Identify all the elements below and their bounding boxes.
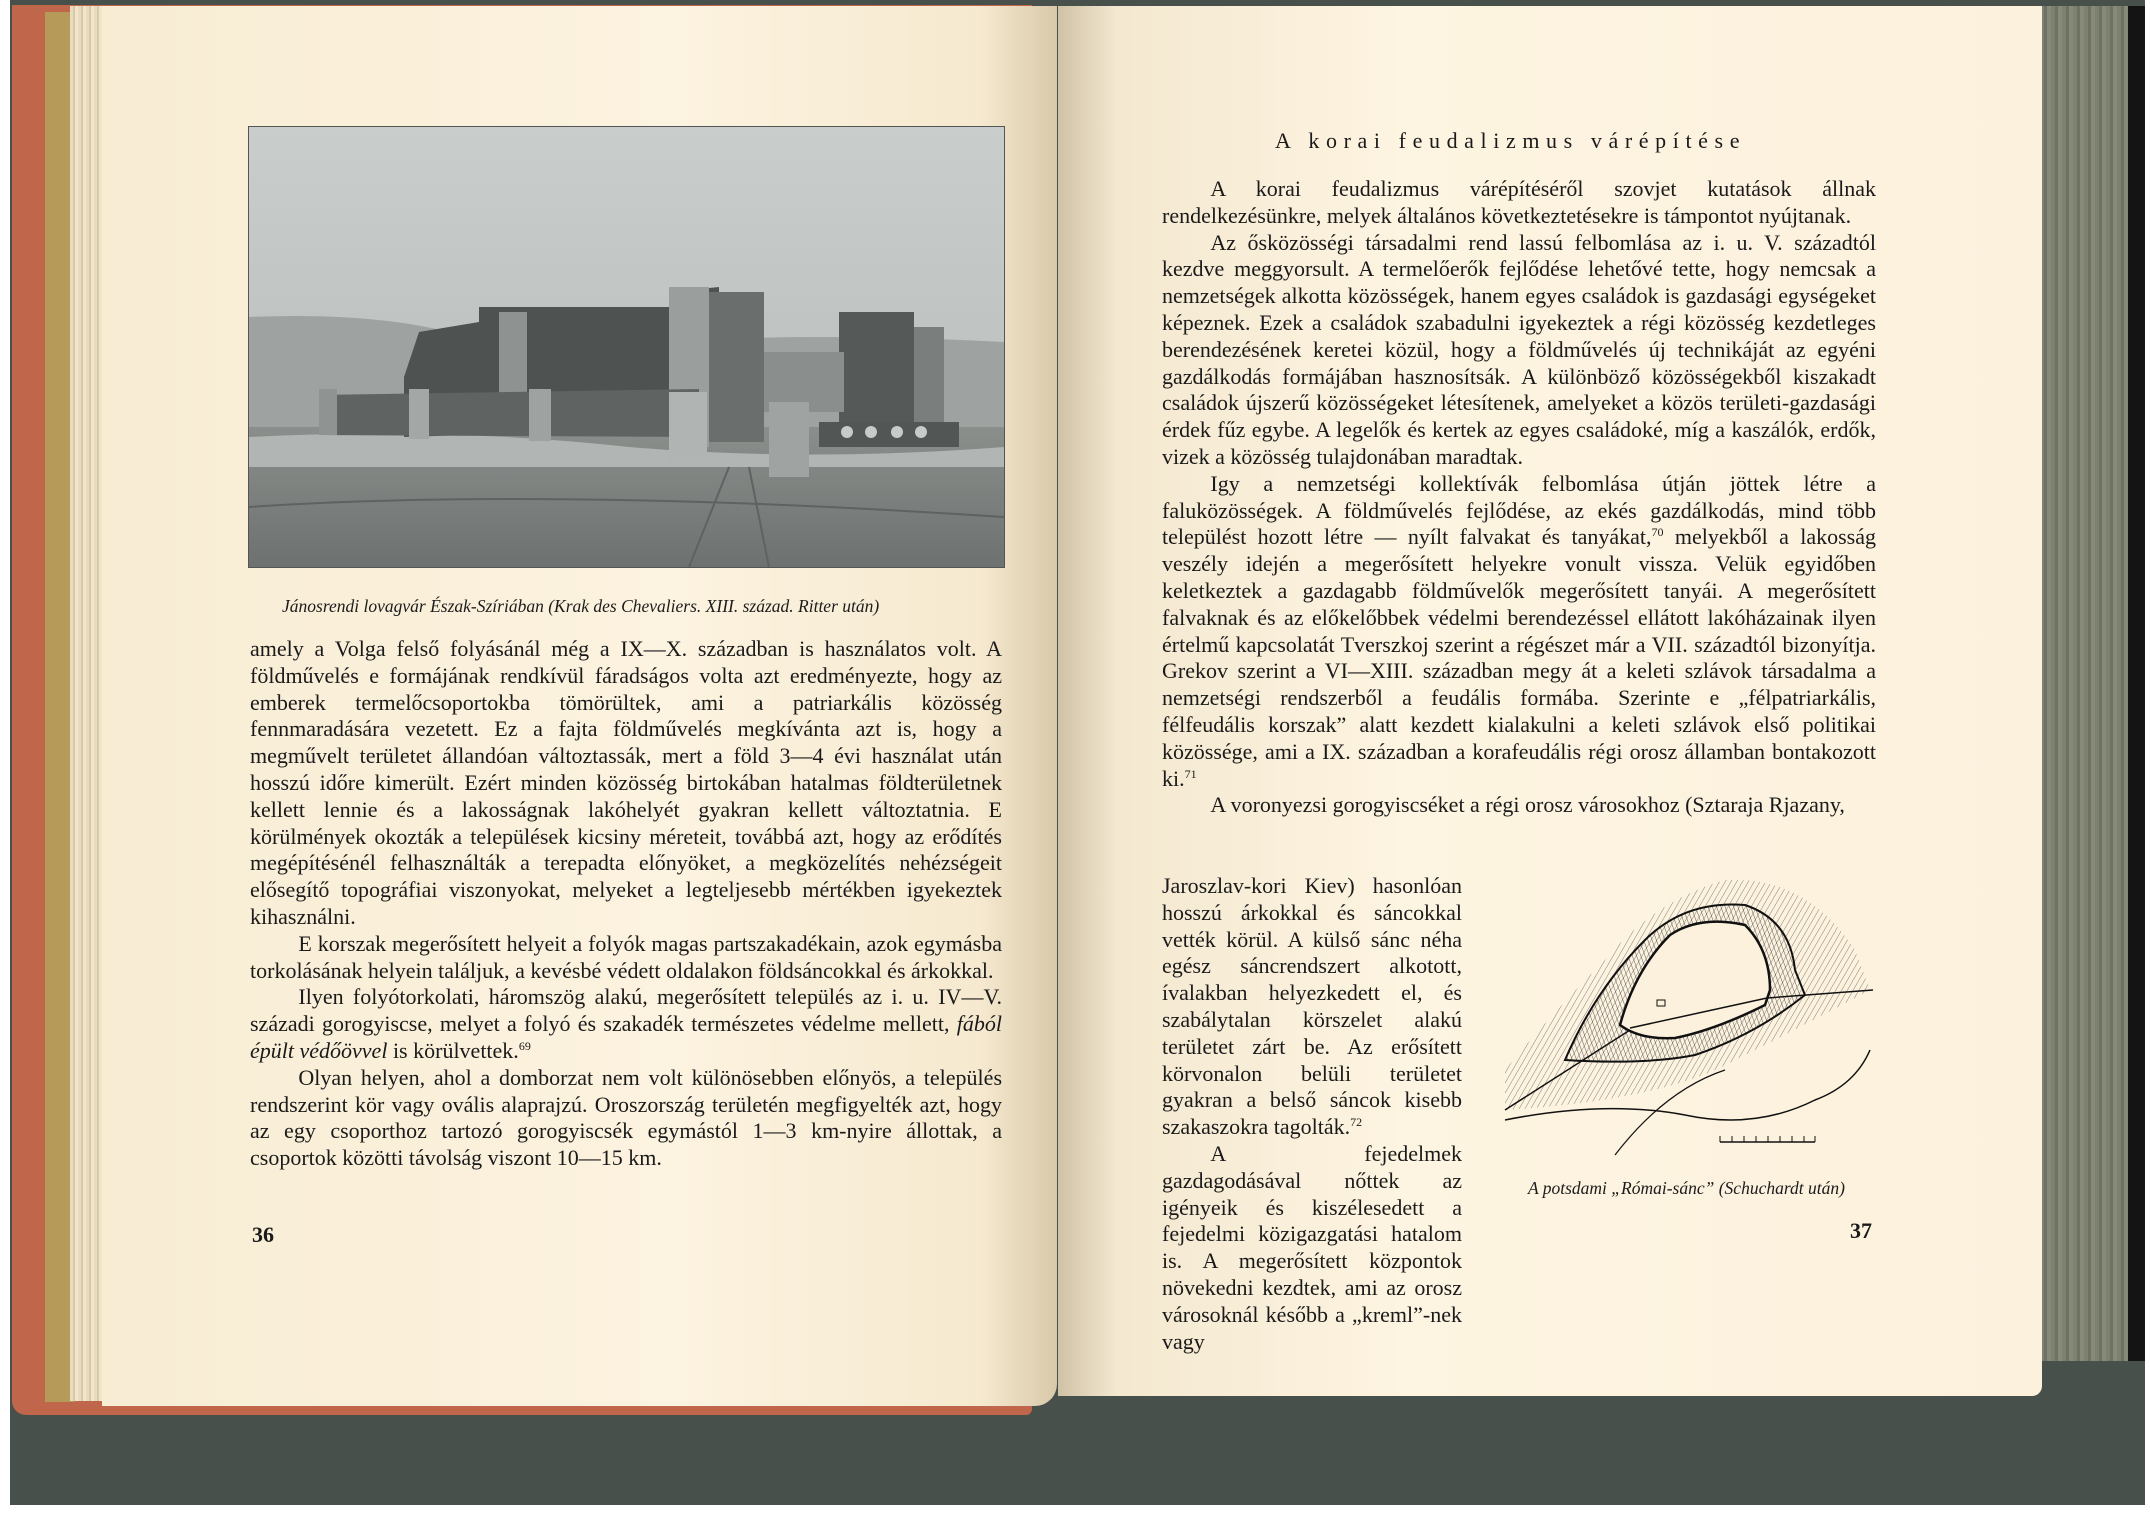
paragraph-text: Jaroszlav-kori Kiev) hasonlóan hosszú árkokkal és sáncokkal vették körül. A külső sánc néha egész sáncrendszert alkotott, ívalakban helyezkedett el, és szabálytalan körszelet alakú területet zárt be. Az erősített körvonalon belüli területet gyakran a belső sáncok kisebb szakaszokra tagolták. [1162, 873, 1462, 1140]
fortification-plan-map-icon [1495, 860, 1885, 1160]
footnote-marker[interactable]: 69 [518, 1038, 531, 1053]
paragraph: amely a Volga felső folyásánál még a IX—X. században is használatos volt. A földművelés e formájának rendkívül fáradságos volta azt eredményezte, hogy az emberek termelőcsoportokba tömörültek, ami a patriarkális közösség fennmaradására vezetett. Ez a fajta földművelés megkívánta azt is, hogy a megművelt területet állandóan változtassák, mert a föld 3—4 évi használat után hosszú időre kimerült. Ezért minden közösség birtokában hatalmas földterületnek kellett lennie és a lakosságnak lakóhelyét gyakran kellett változtatnia. E körülmények okozták a települések kicsiny méreteit, továbbá azt, hogy az erődítés megépítésénél felhasználták a terepadta előnyöket, a megközelítés nehézségeit elősegítő topográfiai viszonyokat, melyeket a legteljesebb mértékben igyekeztek kihasználni. [250, 636, 1002, 929]
paragraph-text: is körülvettek. [387, 1037, 519, 1063]
map-caption: A potsdami „Római-sánc” (Schuchardt után) [1528, 1178, 1845, 1198]
scale-bar [1720, 1136, 1815, 1142]
italic-phrase: fából épült védőövvel [250, 1011, 1002, 1063]
photo-caption: Jánosrendi lovagvár Észak-Szíriában (Krak des Chevaliers. XIII. század. Ritter után) [282, 596, 880, 616]
book-cover-right-edge [2128, 6, 2145, 1361]
paragraph [1162, 873, 1462, 1141]
running-head: A korai feudalizmus várépítése [1275, 128, 1747, 153]
page-stack-left [70, 6, 106, 1401]
paragraph: Olyan helyen, ahol a domborzat nem volt különösebben előnyös, a település rendszerint kör vagy ovális alaprajzú. Oroszország területén megfigyelték azt, hogy az egy csoporthoz tartozó gorogyiscsék egymástól 1—3 km-nyire állottak, a csoportok közötti távolság viszont 10—15 km. [250, 1064, 1002, 1171]
paragraph-text: melyekből a lakosság veszély idején a megerősített helyekre vonult vissza. Velük egyidőben keletkeztek a gazdagabb földművelők megerősített tanyái. A megerősített falvaknak és az előkelőbbek védelmi berendezéssel ellátott lakóházainak ilyen értelmű kapcsolatát Tverszkoj szerint a régészet már a VII. századtól bizonyítja. Grekov szerint a VI—XIII. században megy át a keleti szlávok társadalma a nemzetségi rendszerből a feudális formába. Szerinte e „félpatriarkális, félfeudális korszak” alatt kezdett kialakulni a keleti szlávok első politikai közössége, ami a IX. században a korafeudális régi orosz államban bontakozott ki. [1162, 524, 1876, 791]
paragraph: A voronyezsi gorogyiscséket a régi orosz városokhoz (Sztaraja Rjazany, [1210, 792, 1845, 818]
paragraph [1162, 471, 1876, 793]
footnote-marker[interactable]: 70 [1651, 525, 1664, 540]
page-number-right: 37 [1850, 1218, 1872, 1243]
paragraph-text: Igy a nemzetségi kollektívák felbomlása útján jöttek létre a faluközösségek. A földművelés fejlődése, az ekés gazdálkodás, mind több települést hozott létre — nyílt falvakat és tanyákat, [1162, 470, 1876, 550]
paragraph: E korszak megerősített helyeit a folyók magas partszakadékain, azok egymásba torkolásának helyein találjuk, a kevésbé védett oldalakon földsáncokkal és árkokkal. [250, 930, 1002, 983]
footnote-marker[interactable]: 71 [1184, 766, 1197, 781]
paragraph-text: Ilyen folyótorkolati, háromszög alakú, megerősített település az i. u. IV—V. századi gorogyiscse, melyet a folyó és szakadék természetes védelme mellett, [250, 984, 1002, 1037]
castle-photo-icon [248, 126, 1005, 568]
paragraph: Az ősközösségi társadalmi rend lassú felbomlása az i. u. V. századtól kezdve meggyorsult. A termelőerők fejlődése lehetővé tette, hogy nemcsak a nemzetségek alkotta közösségek, hanem egyes családok is gazdasági egységeket képeznek. Ezek a családok szabadulni igyekeztek a régi közösség kezdetleges berendezésének keretei közül, hogy a földművelés új technikáját az egyéni gazdálkodás formájában hasznosítsák. A különböző közösségekből kiszakadt családok újszerű közösségeket létesítenek, amelyeket a közös területi-gazdasági érdek fűz egybe. A legelők és kertek az egyes családoké, míg a kaszálók, erdők, vizek a közösség tulajdonában maradtak. [1162, 229, 1876, 469]
paragraph [250, 984, 1002, 1064]
footnote-marker[interactable]: 72 [1350, 1115, 1363, 1130]
paragraph: A fejedelmek gazdagodásával nőttek az igényeik és kiszélesedett a fejedelmi közigazgatási hatalom is. A megerősített központok növekedni kezdtek, ami az orosz városoknál később a „kreml”-nek vagy [1162, 1140, 1462, 1354]
paragraph: A korai feudalizmus várépítéséről szovjet kutatások állnak rendelkezésünkre, melyek általános következtetésekre is támpontot nyújtanak. [1162, 176, 1876, 228]
page-number-left: 36 [252, 1222, 274, 1247]
narrow-column-text [1162, 873, 1462, 1355]
right-body-text [1162, 176, 1876, 819]
left-body-text [250, 636, 1002, 1172]
